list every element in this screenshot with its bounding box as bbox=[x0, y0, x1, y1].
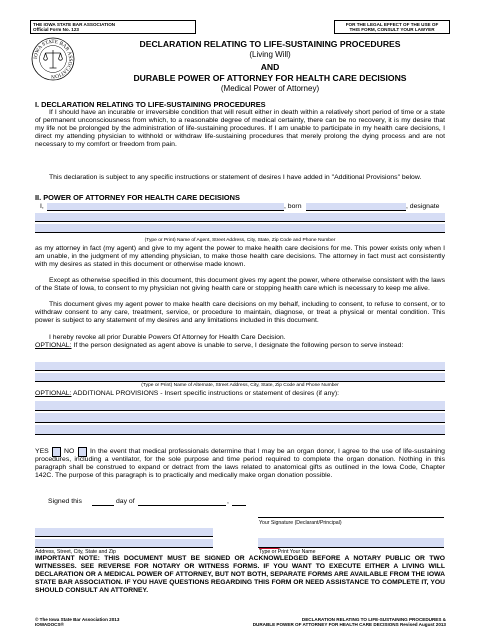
agent-caption: (Type or Print) Name of Agent, Street Address, City, State, Zip Code and Phone Number bbox=[144, 238, 336, 243]
optional-provisions-text: ADDITIONAL PROVISIONS - Insert specific instructions or statement of desires (if any): bbox=[71, 390, 340, 397]
section-2-paragraph-1: as my attorney in fact (my agent) and give to my agent the power to make health care decisions for me. This power exists only when I am unable, in the judgment of my attending physician, to make those health care decisions. The attorney in fact must act consistently with my desires as stated in this document or otherwise made known. bbox=[35, 245, 445, 269]
important-note: IMPORTANT NOTE: THIS DOCUMENT MUST BE SIGNED OR ACKNOWLEDGED BEFORE A NOTARY PUBLIC OR TWO WITNESSES. SEE REVERSE FOR NOTARY OR WITNESS FORMS. IF YOU WANT TO EXECUTE EITHER A LIVING WILL DECLARATION OR A MEDICAL POWER OF ATTORNEY, BUT NOT BOTH, SEPARATE FORMS ARE AVAILABLE FROM THE IOWA STATE BAR ASSOCIATION. IF YOU HAVE QUESTIONS REGARDING THIS FORM OR NEED ASSISTANCE TO COMPLETE IT, YOU SHOULD CONSULT AN ATTORNEY. bbox=[35, 555, 445, 595]
signed-day-field[interactable] bbox=[92, 505, 114, 506]
document-title-2: DURABLE POWER OF ATTORNEY FOR HEALTH CARE DECISIONS bbox=[133, 73, 407, 83]
document-subtitle-living-will: (Living Will) bbox=[249, 50, 291, 59]
print-name-caption: Type or Print Your Name bbox=[259, 549, 316, 555]
revocation-statement: I hereby revoke all prior Durable Powers Of Attorney for Health Care Decision. bbox=[49, 334, 286, 341]
section-1-paragraph-2: This declaration is subject to any specific instructions or statement of desires I have added in "Additional Provisions" below. bbox=[49, 174, 422, 181]
scales-of-justice-icon bbox=[44, 50, 63, 68]
prefix-i-label: I, bbox=[40, 203, 44, 210]
declarant-address-field-1[interactable] bbox=[35, 528, 213, 537]
optional-alternate-text: If the person designated as agent above is unable to serve, I designate the following person to serve instead: bbox=[71, 342, 404, 349]
declarant-name-field[interactable] bbox=[47, 203, 284, 211]
optional-provisions-instruction bbox=[35, 390, 445, 398]
day-of-label: day of bbox=[116, 498, 135, 505]
signed-year-field[interactable] bbox=[232, 505, 246, 506]
seal-text: IOWA STATE BAR ASSOCIATION bbox=[32, 38, 74, 80]
footer-form-title-2: DURABLE POWER OF ATTORNEY FOR HEALTH CARE DECISIONS Revised August 2013 bbox=[252, 622, 446, 628]
organ-donation-paragraph: In the event that medical professionals determine that I may be an organ donor, I agree to the use of life-sustaining procedures, including a ventilator, for the sole purpose and time period required to complete the organ donation. Nothing in this paragraph shall be construed to expand or detract from the laws related to anatomical gifts as outlined in the Iowa Code, Chapter 142C. The purpose of this paragraph is to practically and medically make organ donation possible. bbox=[35, 448, 445, 480]
optional-alternate-instruction bbox=[35, 342, 445, 350]
additional-provisions-field-2[interactable] bbox=[35, 413, 445, 423]
form-header-right bbox=[334, 20, 450, 34]
footer-right bbox=[245, 617, 446, 628]
agent-address-field[interactable] bbox=[35, 224, 445, 233]
declarant-printed-name-field[interactable] bbox=[258, 538, 444, 548]
section-2-paragraph-3: This document gives my agent power to make health care decisions on my behalf, including to consent, to refuse to consent, or to withdraw consent to any care, treatment, service, or procedure to maintain, diagnose, or treat a physical or mental condition. This power is subject to any statement of my desires and any limitations included in this document. bbox=[35, 301, 445, 325]
additional-provisions-field-1[interactable] bbox=[35, 401, 445, 411]
alternate-caption: (Type or Print) Name of Alternate, Street Address, City, State, Zip Code and Phone Number bbox=[141, 383, 339, 388]
signed-this-label: Signed this bbox=[48, 498, 82, 505]
section-2-paragraph-2: Except as otherwise specified in this document, this document gives my agent the power, where otherwise consistent with the laws of the State of Iowa, to consent to my physician not giving health care or stopping health care which is necessary to keep me alive. bbox=[35, 277, 445, 293]
form-header-left bbox=[30, 20, 196, 34]
optional-label: OPTIONAL: bbox=[35, 342, 72, 349]
address-caption: Address, Street, City, State and Zip bbox=[35, 549, 116, 555]
form-number: Official Form No. 123 bbox=[33, 27, 79, 33]
organ-yes-label: YES bbox=[35, 448, 49, 455]
agent-name-field[interactable] bbox=[35, 213, 445, 222]
designate-label: , designate bbox=[406, 203, 440, 210]
document-title: DECLARATION RELATING TO LIFE-SUSTAINING PROCEDURES bbox=[139, 39, 401, 49]
birth-date-field[interactable] bbox=[306, 203, 406, 211]
signature-caption: Your Signature (Declarant/Principal) bbox=[259, 520, 342, 526]
date-comma: , bbox=[227, 498, 229, 505]
footer-form-title-1: DECLARATION RELATING TO LIFE-SUSTAINING PROCEDURES & bbox=[301, 617, 446, 622]
signed-month-field[interactable] bbox=[138, 505, 226, 506]
section-2-heading: II. POWER OF ATTORNEY FOR HEALTH CARE DECISIONS bbox=[35, 193, 240, 202]
born-label: , born bbox=[284, 203, 302, 210]
section-1-paragraph-1: If I should have an incurable or irreversible condition that will result either in death within a relatively short period of time or a state of permanent unconsciousness from which, to a reasonable degree of medical certainty, there can be no recovery, it is my desire that my life not be prolonged by the administration of life-sustaining procedures. If I am unable to participate in my health care decisions, I direct my attending physician to withhold or withdraw life-sustaining procedures that merely prolong the dying process and are not necessary to my comfort or freedom from pain. bbox=[35, 109, 445, 149]
alternate-address-field[interactable] bbox=[35, 373, 445, 382]
additional-provisions-field-3[interactable] bbox=[35, 425, 445, 435]
signature-line[interactable] bbox=[258, 517, 444, 518]
legal-notice-line2: THIS FORM, CONSULT YOUR LAWYER bbox=[349, 27, 435, 33]
publisher-name: THE IOWA STATE BAR ASSOCIATION bbox=[33, 21, 116, 27]
declarant-address-field-2[interactable] bbox=[35, 539, 213, 548]
optional-label-2: OPTIONAL: bbox=[35, 390, 72, 397]
document-subtitle-medical-poa: (Medical Power of Attorney) bbox=[220, 84, 320, 93]
iowadocs-mark: IOWADOCS® bbox=[35, 622, 64, 628]
alternate-name-field[interactable] bbox=[35, 362, 445, 371]
organ-no-label: NO bbox=[64, 448, 75, 455]
footer-left bbox=[35, 617, 235, 628]
legal-notice-line1: FOR THE LEGAL EFFECT OF THE USE OF bbox=[345, 21, 439, 27]
bar-association-seal bbox=[31, 37, 75, 81]
copyright-text: © The Iowa State Bar Association 2013 bbox=[35, 617, 120, 622]
title-and: AND bbox=[260, 62, 280, 72]
section-1-heading: I. DECLARATION RELATING TO LIFE-SUSTAINING PROCEDURES bbox=[35, 100, 266, 109]
